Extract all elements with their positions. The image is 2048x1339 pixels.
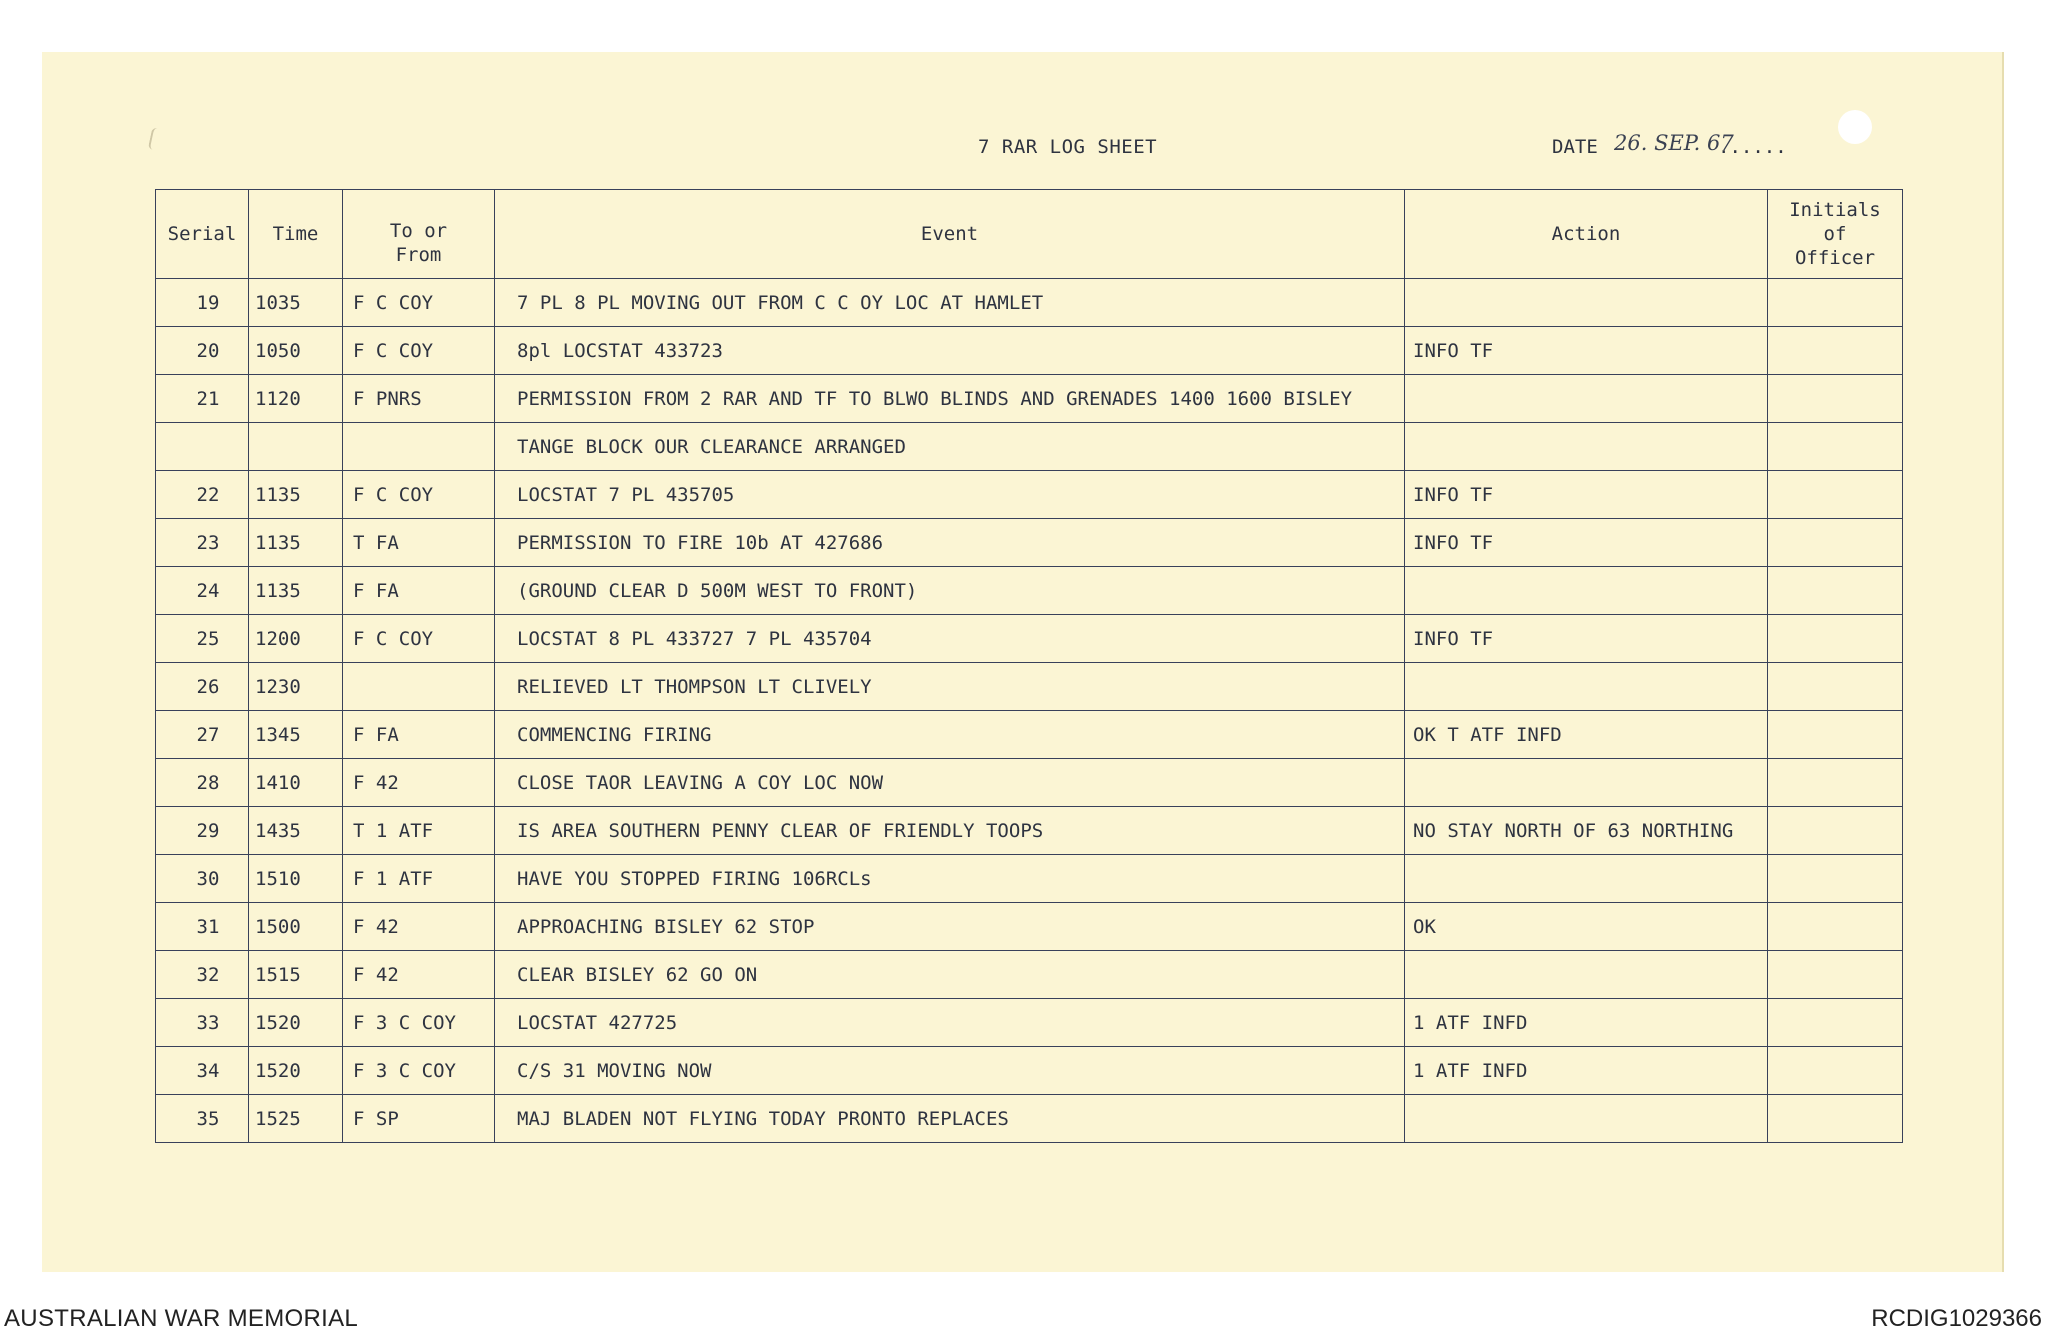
cell-to-from: F FA: [343, 711, 495, 759]
column-header-initials-line2: of: [1823, 223, 1847, 245]
table-row: [156, 807, 1903, 855]
table-row: [156, 1095, 1903, 1143]
cell-initials: [1768, 1095, 1903, 1143]
column-header-initials-line3: Officer: [1794, 247, 1876, 269]
cell-initials: [1768, 759, 1903, 807]
cell-to-from: F FA: [343, 567, 495, 615]
date-label: DATE: [1552, 136, 1598, 158]
cell-serial: [156, 423, 249, 471]
cell-serial: 22: [156, 471, 249, 519]
cell-action: OK: [1405, 903, 1768, 951]
cell-time: 1525: [249, 1095, 343, 1143]
table-row: [156, 279, 1903, 327]
cell-to-from: F 42: [343, 759, 495, 807]
table-row: [156, 471, 1903, 519]
cell-time: 1200: [249, 615, 343, 663]
cell-event: C/S 31 MOVING NOW: [495, 1047, 1405, 1095]
cell-initials: [1768, 423, 1903, 471]
cell-event: RELIEVED LT THOMPSON LT CLIVELY: [495, 663, 1405, 711]
cell-initials: [1768, 615, 1903, 663]
table-row: [156, 999, 1903, 1047]
cell-event: LOCSTAT 7 PL 435705: [495, 471, 1405, 519]
cell-event: PERMISSION TO FIRE 10b AT 427686: [495, 519, 1405, 567]
cell-initials: [1768, 567, 1903, 615]
cell-time: 1410: [249, 759, 343, 807]
cell-to-from: [343, 663, 495, 711]
cell-to-from: F 3 C COY: [343, 999, 495, 1047]
cell-action: [1405, 279, 1768, 327]
cell-to-from: F 1 ATF: [343, 855, 495, 903]
cell-initials: [1768, 327, 1903, 375]
cell-serial: 32: [156, 951, 249, 999]
table-row: [156, 375, 1903, 423]
table-row: [156, 951, 1903, 999]
table-row: [156, 759, 1903, 807]
table-row: [156, 423, 1903, 471]
cell-to-from: F PNRS: [343, 375, 495, 423]
cell-time: [249, 423, 343, 471]
table-header-row: [156, 190, 1903, 279]
column-header-to-from-line1: To or: [389, 220, 448, 242]
column-header-time: Time: [249, 190, 343, 279]
cell-time: 1035: [249, 279, 343, 327]
cell-event: MAJ BLADEN NOT FLYING TODAY PRONTO REPLACES: [495, 1095, 1405, 1143]
cell-action: [1405, 663, 1768, 711]
table-row: [156, 1047, 1903, 1095]
log-table: [155, 189, 1903, 1143]
cell-serial: 33: [156, 999, 249, 1047]
cell-initials: [1768, 711, 1903, 759]
cell-time: 1345: [249, 711, 343, 759]
cell-serial: 34: [156, 1047, 249, 1095]
cell-time: 1515: [249, 951, 343, 999]
cell-event: CLOSE TAOR LEAVING A COY LOC NOW: [495, 759, 1405, 807]
table-row: [156, 615, 1903, 663]
cell-time: 1135: [249, 519, 343, 567]
cell-to-from: F C COY: [343, 279, 495, 327]
column-header-action: Action: [1405, 190, 1768, 279]
cell-initials: [1768, 471, 1903, 519]
cell-initials: [1768, 855, 1903, 903]
cell-event: APPROACHING BISLEY 62 STOP: [495, 903, 1405, 951]
cell-action: 1 ATF INFD: [1405, 999, 1768, 1047]
cell-event: LOCSTAT 8 PL 433727 7 PL 435704: [495, 615, 1405, 663]
cell-to-from: F C COY: [343, 615, 495, 663]
cell-serial: 26: [156, 663, 249, 711]
cell-event: PERMISSION FROM 2 RAR AND TF TO BLWO BLINDS AND GRENADES 1400 1600 BISLEY: [495, 375, 1405, 423]
column-header-serial: Serial: [156, 190, 249, 279]
column-header-to-from-line2: From: [395, 244, 442, 266]
cell-time: 1230: [249, 663, 343, 711]
cell-to-from: F 42: [343, 903, 495, 951]
column-header-to-from: [343, 190, 495, 279]
cell-event: LOCSTAT 427725: [495, 999, 1405, 1047]
cell-action: INFO TF: [1405, 471, 1768, 519]
cell-event: HAVE YOU STOPPED FIRING 106RCLs: [495, 855, 1405, 903]
cell-serial: 25: [156, 615, 249, 663]
cell-event: 8pl LOCSTAT 433723: [495, 327, 1405, 375]
cell-event: CLEAR BISLEY 62 GO ON: [495, 951, 1405, 999]
cell-initials: [1768, 1047, 1903, 1095]
table-row: [156, 567, 1903, 615]
cell-event: COMMENCING FIRING: [495, 711, 1405, 759]
footer-record-id: RCDIG1029366: [1871, 1305, 2042, 1332]
table-row: [156, 855, 1903, 903]
table-row: [156, 519, 1903, 567]
cell-serial: 31: [156, 903, 249, 951]
cell-to-from: F 3 C COY: [343, 1047, 495, 1095]
cell-initials: [1768, 519, 1903, 567]
cell-time: 1435: [249, 807, 343, 855]
table-row: [156, 711, 1903, 759]
column-header-event: Event: [495, 190, 1405, 279]
cell-action: 1 ATF INFD: [1405, 1047, 1768, 1095]
cell-time: 1500: [249, 903, 343, 951]
cell-initials: [1768, 663, 1903, 711]
column-header-initials: [1768, 190, 1903, 279]
cell-initials: [1768, 999, 1903, 1047]
cell-time: 1520: [249, 999, 343, 1047]
cell-event: TANGE BLOCK OUR CLEARANCE ARRANGED: [495, 423, 1405, 471]
sheet-title: 7 RAR LOG SHEET: [978, 136, 1158, 158]
table-row: [156, 327, 1903, 375]
cell-initials: [1768, 375, 1903, 423]
cell-to-from: F SP: [343, 1095, 495, 1143]
punch-hole: [1838, 110, 1872, 144]
cell-initials: [1768, 279, 1903, 327]
column-header-initials-line1: Initials: [1789, 199, 1881, 221]
cell-to-from: F C COY: [343, 327, 495, 375]
cell-to-from: T FA: [343, 519, 495, 567]
cell-event: (GROUND CLEAR D 500M WEST TO FRONT): [495, 567, 1405, 615]
cell-initials: [1768, 807, 1903, 855]
cell-to-from: T 1 ATF: [343, 807, 495, 855]
cell-serial: 28: [156, 759, 249, 807]
cell-action: [1405, 1095, 1768, 1143]
cell-action: [1405, 423, 1768, 471]
cell-action: [1405, 951, 1768, 999]
cell-time: 1050: [249, 327, 343, 375]
cell-action: INFO TF: [1405, 327, 1768, 375]
cell-action: [1405, 375, 1768, 423]
cell-serial: 30: [156, 855, 249, 903]
cell-action: INFO TF: [1405, 519, 1768, 567]
cell-serial: 35: [156, 1095, 249, 1143]
cell-action: [1405, 759, 1768, 807]
cell-serial: 23: [156, 519, 249, 567]
cell-serial: 29: [156, 807, 249, 855]
date-dots: ......: [1718, 136, 1787, 158]
cell-time: 1135: [249, 567, 343, 615]
cell-to-from: F C COY: [343, 471, 495, 519]
cell-serial: 21: [156, 375, 249, 423]
cell-time: 1120: [249, 375, 343, 423]
cell-initials: [1768, 951, 1903, 999]
cell-time: 1520: [249, 1047, 343, 1095]
table-row: [156, 903, 1903, 951]
footer-credit: AUSTRALIAN WAR MEMORIAL: [4, 1305, 359, 1332]
cell-serial: 24: [156, 567, 249, 615]
cell-time: 1135: [249, 471, 343, 519]
cell-action: INFO TF: [1405, 615, 1768, 663]
cell-to-from: F 42: [343, 951, 495, 999]
cell-action: NO STAY NORTH OF 63 NORTHING: [1405, 807, 1768, 855]
cell-action: OK T ATF INFD: [1405, 711, 1768, 759]
cell-initials: [1768, 903, 1903, 951]
cell-event: 7 PL 8 PL MOVING OUT FROM C C OY LOC AT HAMLET: [495, 279, 1405, 327]
cell-time: 1510: [249, 855, 343, 903]
cell-event: IS AREA SOUTHERN PENNY CLEAR OF FRIENDLY TOOPS: [495, 807, 1405, 855]
cell-serial: 27: [156, 711, 249, 759]
table-row: [156, 663, 1903, 711]
date-value: 26. SEP. 67: [1614, 131, 1734, 155]
cell-to-from: [343, 423, 495, 471]
cell-action: [1405, 567, 1768, 615]
cell-serial: 19: [156, 279, 249, 327]
cell-serial: 20: [156, 327, 249, 375]
cell-action: [1405, 855, 1768, 903]
